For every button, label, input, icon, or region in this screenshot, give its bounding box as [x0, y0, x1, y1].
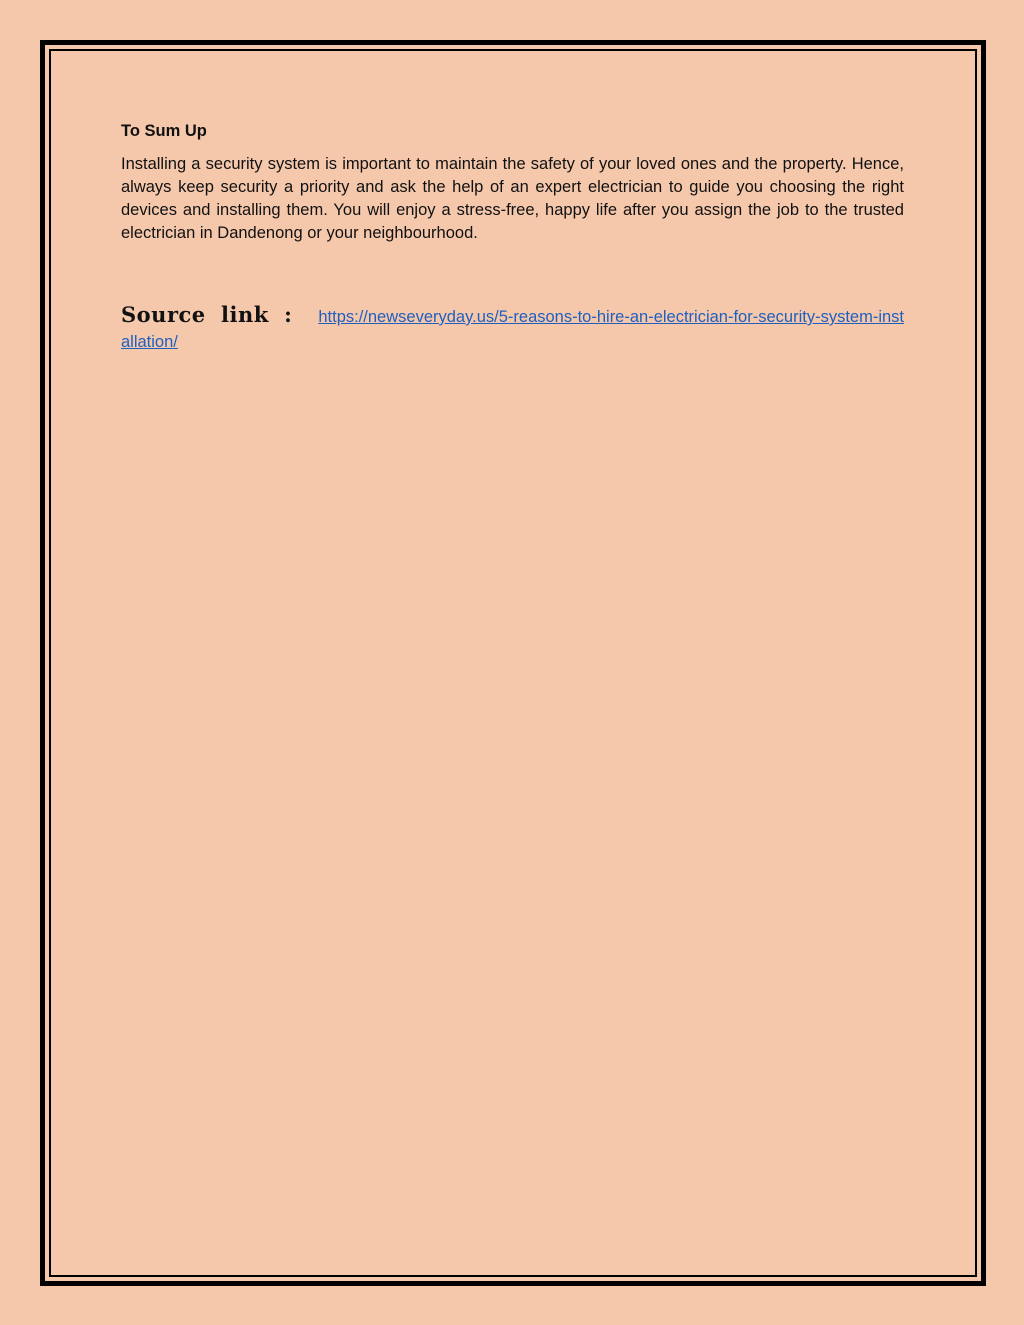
source-link[interactable]: https://newseveryday.us/5-reasons-to-hire-an-electrician-for-security-system-installation/: [121, 308, 904, 351]
section-heading: To Sum Up: [121, 122, 207, 140]
document-content: [121, 120, 904, 355]
section-paragraph: Installing a security system is important to maintain the safety of your loved ones and the property. Hence, always keep security a priority and ask the help of an expert electrician to guide you choosing the right devices and installing them. You will enjoy a stress-free, happy life after you assign the job to the trusted electrician in Dandenong or your neighbourhood.: [121, 155, 904, 242]
source-label: Source link :: [121, 302, 293, 327]
source-line: [121, 302, 904, 355]
